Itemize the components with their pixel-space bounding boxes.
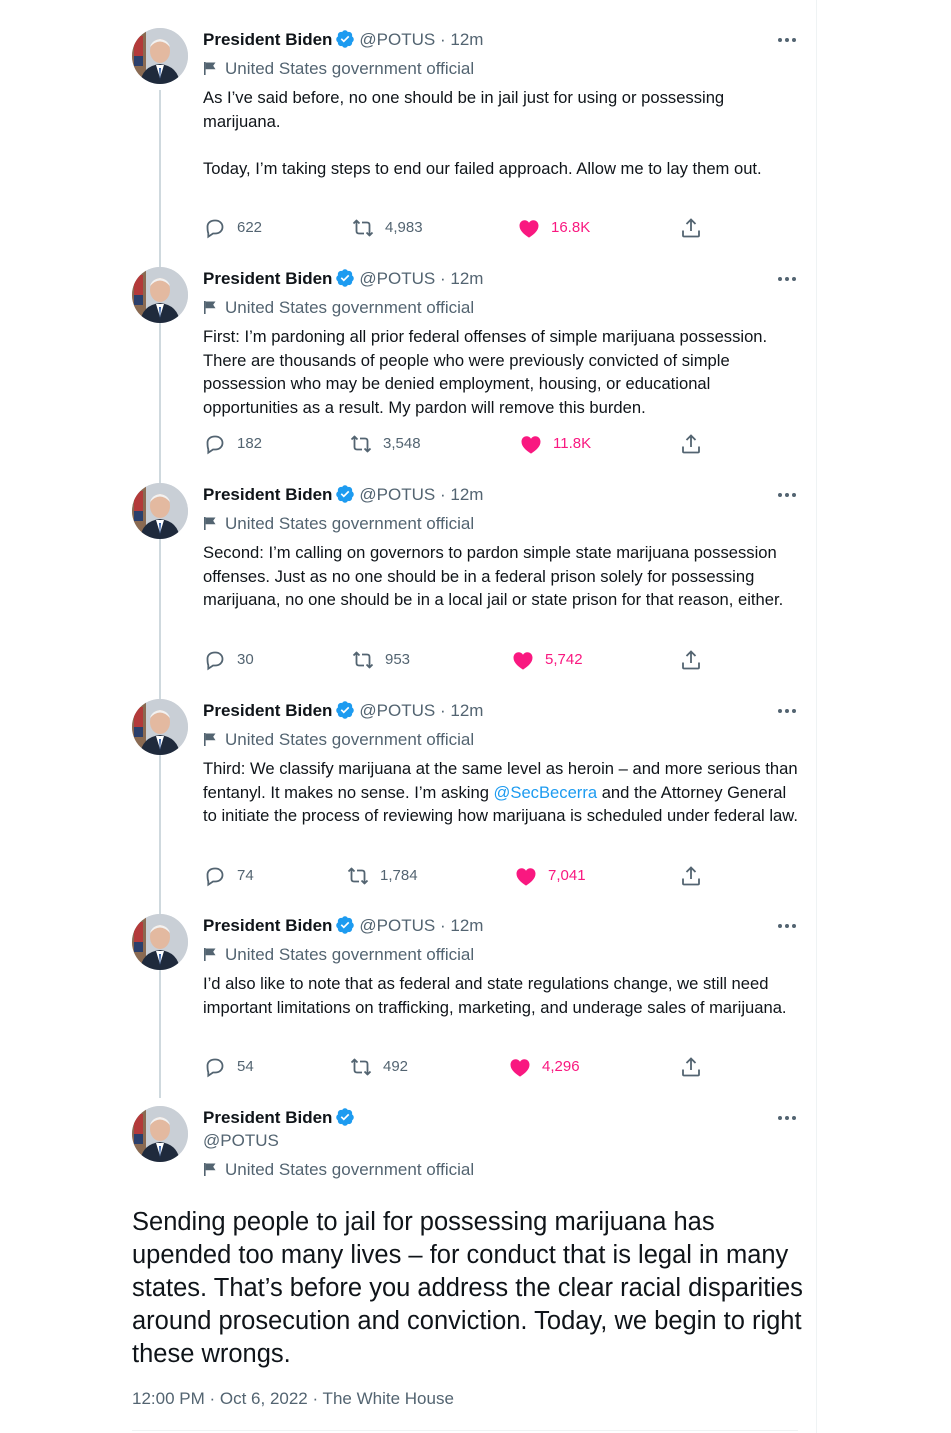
verified-badge-icon	[335, 268, 355, 288]
tweet-header	[203, 915, 483, 937]
tweet-text	[203, 757, 803, 828]
tweet-text: First: I’m pardoning all prior federal offenses of simple marijuana possession. There are thousands of people who were previously convicted of simple possession who may be denied employment, housing, or educational opportunities as a result. My pardon will remove this burden.	[203, 327, 772, 417]
retweet-icon	[351, 648, 375, 672]
tweet-header	[203, 700, 483, 722]
government-flag-icon	[203, 516, 217, 530]
avatar-image	[132, 914, 188, 970]
like-count: 11.8K	[553, 435, 592, 452]
separator-dot: ·	[439, 30, 446, 49]
more-options-icon[interactable]	[776, 485, 798, 505]
separator-dot: ·	[439, 701, 446, 720]
main-tweet-text: Sending people to jail for possessing marijuana has upended too many lives – for conduct that is legal in many states. That’s before you address the clear racial disparities around prosecution and conviction. Today, we begin to right these wrongs.	[132, 1208, 811, 1368]
more-options-icon[interactable]	[776, 30, 798, 50]
government-flag-icon	[203, 61, 217, 75]
government-label	[203, 58, 474, 80]
share-icon	[679, 216, 703, 240]
verified-badge-icon	[335, 1107, 355, 1127]
reply-count: 30	[237, 651, 254, 668]
share-icon	[679, 1055, 703, 1079]
reply-icon	[203, 648, 227, 672]
tweet-actions	[0, 1055, 816, 1079]
author-handle[interactable]: @POTUS	[359, 269, 436, 288]
verified-badge-icon	[335, 484, 355, 504]
government-flag-icon	[203, 1162, 217, 1176]
share-icon	[679, 648, 703, 672]
reply-icon	[203, 1055, 227, 1079]
heart-icon	[511, 648, 535, 672]
avatar[interactable]	[132, 483, 188, 539]
author-name[interactable]: President Biden	[203, 701, 333, 720]
tweet-text: Second: I’m calling on governors to pardon simple state marijuana possession offenses. Just as no one should be in a federal prison solely for possessing marijuana, no one should be in a local jail or state prison for that reason, either.	[203, 543, 784, 609]
mention-link[interactable]: @SecBecerra	[493, 782, 598, 802]
government-label-text: United States government official	[225, 298, 475, 317]
avatar[interactable]	[132, 267, 188, 323]
reply-icon	[203, 864, 227, 888]
avatar-image	[132, 28, 188, 84]
retweet-count: 492	[383, 1058, 409, 1075]
timeline-border	[816, 0, 817, 1433]
avatar[interactable]	[132, 699, 188, 755]
tweet-time[interactable]: 12m	[450, 269, 484, 288]
tweet-text: As I’ve said before, no one should be in jail just for using or possessing marijuana. Today, I’m taking steps to end our failed approach. Allow me to lay them out.	[203, 88, 762, 178]
tweet-header	[203, 268, 483, 290]
more-options-icon[interactable]	[776, 701, 798, 721]
government-flag-icon	[203, 300, 217, 314]
verified-badge-icon	[335, 700, 355, 720]
separator-dot: ·	[439, 269, 446, 288]
reply-icon	[203, 432, 227, 456]
government-label	[203, 729, 474, 751]
author-handle[interactable]: @POTUS	[359, 485, 436, 504]
verified-badge-icon	[335, 29, 355, 49]
tweet-actions	[0, 648, 816, 672]
avatar-image	[132, 267, 188, 323]
retweet-count: 1,784	[380, 867, 418, 884]
more-options-icon[interactable]	[776, 916, 798, 936]
tweet-actions	[0, 432, 816, 456]
author-name[interactable]: President Biden	[203, 1108, 333, 1127]
tweet-text-part: and the Attorney General to initiate the process of reviewing how marijuana is scheduled under federal law.	[203, 782, 798, 825]
heart-icon	[517, 216, 541, 240]
author-name[interactable]: President Biden	[203, 30, 333, 49]
government-flag-icon	[203, 732, 217, 746]
heart-icon	[514, 864, 538, 888]
main-tweet-header	[203, 1107, 359, 1129]
author-name[interactable]: President Biden	[203, 269, 333, 288]
main-tweet-handle-row	[203, 1130, 279, 1152]
government-label	[203, 297, 474, 319]
tweet-actions	[0, 216, 816, 240]
retweet-icon	[346, 864, 370, 888]
share-icon	[679, 864, 703, 888]
reply-icon	[203, 216, 227, 240]
tweet-header	[203, 484, 483, 506]
author-handle[interactable]: @POTUS	[359, 701, 436, 720]
tweet-text: I’d also like to note that as federal and state regulations change, we still need important limitations on trafficking, marketing, and underage sales of marijuana.	[203, 974, 787, 1017]
like-count: 7,041	[548, 867, 586, 884]
reply-count: 622	[237, 219, 263, 236]
retweet-icon	[351, 216, 375, 240]
author-handle[interactable]: @POTUS	[203, 1131, 279, 1150]
tweet-time[interactable]: 12m	[450, 916, 484, 935]
heart-icon	[519, 432, 543, 456]
tweet-header	[203, 29, 483, 51]
avatar[interactable]	[132, 28, 188, 84]
avatar-image	[132, 699, 188, 755]
retweet-count: 3,548	[383, 435, 421, 452]
heart-icon	[508, 1055, 532, 1079]
government-label-text: United States government official	[225, 1160, 475, 1179]
retweet-count: 4,983	[385, 219, 423, 236]
tweet-actions	[0, 864, 816, 888]
retweet-icon	[349, 432, 373, 456]
author-name[interactable]: President Biden	[203, 485, 333, 504]
government-label	[203, 1159, 474, 1181]
share-icon	[679, 432, 703, 456]
tweet-time[interactable]: 12m	[450, 30, 484, 49]
reply-count: 54	[237, 1058, 254, 1075]
retweet-icon	[349, 1055, 373, 1079]
avatar-image	[132, 1106, 188, 1162]
tweet-time[interactable]: 12m	[450, 485, 484, 504]
main-tweet-timestamp[interactable]: 12:00 PM · Oct 6, 2022 · The White House	[132, 1389, 454, 1408]
government-label	[203, 513, 474, 535]
government-label-text: United States government official	[225, 514, 475, 533]
like-count: 16.8K	[551, 219, 591, 236]
more-options-icon[interactable]	[776, 1108, 798, 1128]
reply-count: 74	[237, 867, 254, 884]
tweet-time[interactable]: 12m	[450, 701, 484, 720]
verified-badge-icon	[335, 915, 355, 935]
more-options-icon[interactable]	[776, 269, 798, 289]
government-label-text: United States government official	[225, 730, 475, 749]
reply-count: 182	[237, 435, 263, 452]
author-handle[interactable]: @POTUS	[359, 30, 436, 49]
retweet-count: 953	[385, 651, 411, 668]
separator-dot: ·	[439, 916, 446, 935]
avatar[interactable]	[132, 914, 188, 970]
government-flag-icon	[203, 947, 217, 961]
separator-dot: ·	[439, 485, 446, 504]
author-handle[interactable]: @POTUS	[359, 916, 436, 935]
like-count: 4,296	[542, 1058, 580, 1075]
avatar[interactable]	[132, 1106, 188, 1162]
government-label	[203, 944, 474, 966]
divider	[132, 1430, 798, 1431]
government-label-text: United States government official	[225, 945, 475, 964]
tweet-text-part: Third: We classify marijuana at the same level as heroin – and more serious than fentanyl. It makes no sense. I’m asking	[203, 759, 803, 802]
like-count: 5,742	[545, 651, 583, 668]
government-label-text: United States government official	[225, 59, 475, 78]
author-name[interactable]: President Biden	[203, 916, 333, 935]
avatar-image	[132, 483, 188, 539]
